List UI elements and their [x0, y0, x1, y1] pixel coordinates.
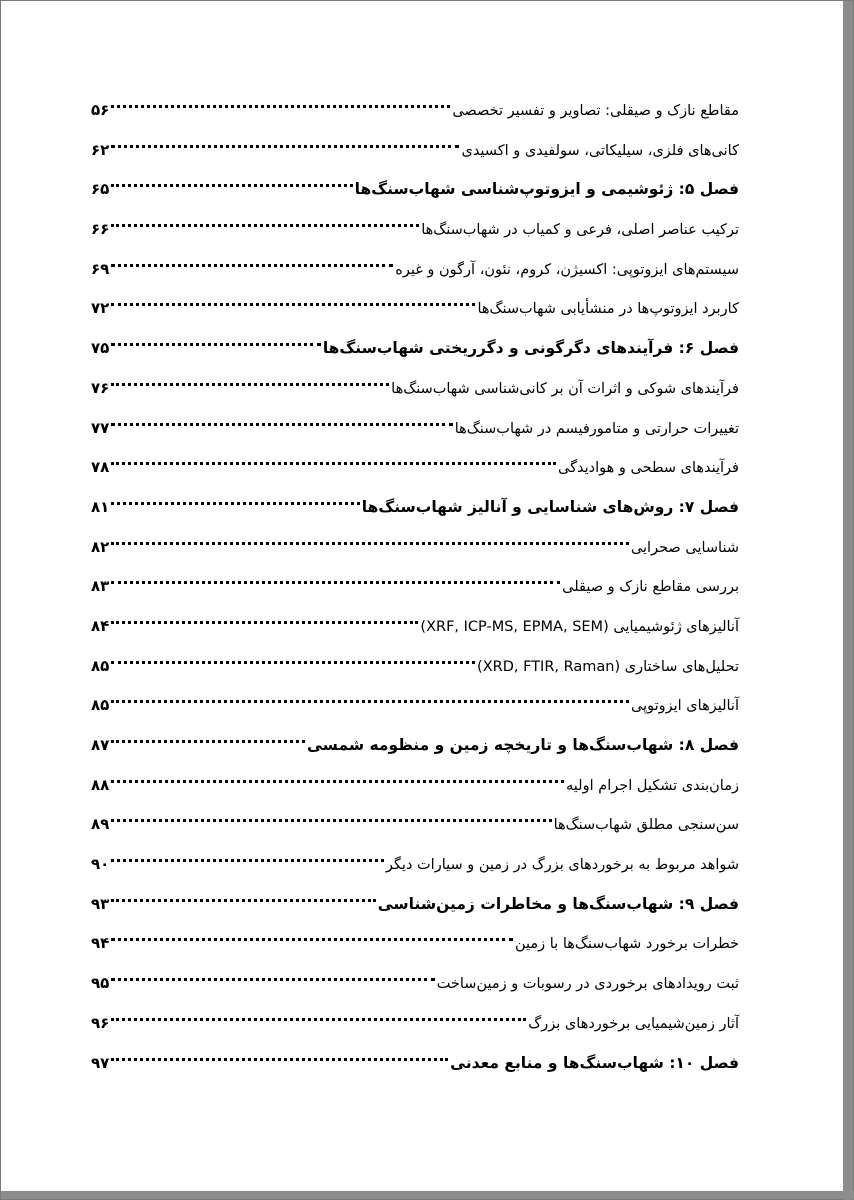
- toc-page-number: ۸۵: [91, 656, 110, 675]
- toc-entry-title: فصل ۹: شهاب‌سنگ‌ها و مخاطرات زمین‌شناسی: [377, 894, 739, 913]
- toc-section-entry[interactable]: [91, 369, 739, 409]
- toc-dot-leader: [111, 502, 359, 505]
- toc-dot-leader: [111, 819, 551, 822]
- toc-section-entry[interactable]: [91, 91, 739, 131]
- toc-dot-leader: [111, 423, 452, 426]
- toc-page-number: ۷۸: [91, 458, 110, 477]
- toc-entry-title: شواهد مربوط به برخوردهای بزرگ در زمین و سیارات دیگر: [385, 857, 739, 874]
- toc-chapter-entry[interactable]: [91, 885, 739, 925]
- toc-section-entry[interactable]: [91, 250, 739, 290]
- toc-section-entry[interactable]: [91, 964, 739, 1004]
- toc-section-entry[interactable]: [91, 686, 739, 726]
- toc-page-number: ۸۵: [91, 696, 110, 715]
- toc-page-number: ۹۳: [91, 894, 110, 913]
- toc-entry-title: خطرات برخورد شهاب‌سنگ‌ها با زمین: [514, 936, 739, 953]
- toc-chapter-entry[interactable]: [91, 329, 739, 369]
- toc-page-number: ۶۶: [91, 220, 110, 239]
- toc-entry-title: تحلیل‌های ساختاری (XRD, FTIR, Raman): [477, 658, 739, 675]
- toc-page-number: ۷۲: [91, 299, 110, 318]
- toc-page-number: ۶۹: [91, 259, 110, 278]
- toc-dot-leader: [111, 1058, 448, 1061]
- toc-dot-leader: [111, 859, 384, 862]
- toc-dot-leader: [111, 264, 393, 267]
- toc-entry-title: فصل ۸: شهاب‌سنگ‌ها و تاریخچه زمین و منظومه شمسی: [307, 736, 739, 754]
- toc-page-number: ۸۸: [91, 775, 110, 794]
- toc-chapter-entry[interactable]: [91, 726, 739, 766]
- toc-section-entry[interactable]: [91, 210, 739, 250]
- toc-section-entry[interactable]: [91, 845, 739, 885]
- toc-entry-title: ثبت رویدادهای برخوردی در رسوبات و زمین‌ساخت: [436, 976, 739, 993]
- toc-entry-title: ترکیب عناصر اصلی، فرعی و کمیاب در شهاب‌سنگ‌ها: [421, 222, 739, 239]
- toc-dot-leader: [111, 621, 418, 624]
- toc-dot-leader: [111, 740, 305, 743]
- toc-section-entry[interactable]: [91, 289, 739, 329]
- toc-page-number: ۶۵: [91, 180, 110, 199]
- toc-dot-leader: [111, 462, 556, 465]
- toc-page-number: ۵۶: [91, 101, 110, 119]
- toc-dot-leader: [111, 184, 352, 187]
- toc-dot-leader: [111, 780, 564, 783]
- toc-section-entry[interactable]: [91, 607, 739, 647]
- page-shadow-bottom: [1, 1191, 854, 1199]
- toc-entry-title: بررسی مقاطع نازک و صیقلی: [562, 579, 739, 596]
- toc-dot-leader: [111, 383, 389, 386]
- toc-dot-leader: [111, 899, 375, 902]
- toc-dot-leader: [111, 105, 450, 108]
- toc-dot-leader: [111, 343, 321, 346]
- toc-dot-leader: [111, 661, 475, 664]
- toc-chapter-entry[interactable]: [91, 488, 739, 528]
- page-shadow-right: [843, 1, 853, 1200]
- toc-dot-leader: [111, 1018, 526, 1021]
- toc-page-number: ۹۰: [91, 855, 110, 874]
- toc-dot-leader: [111, 938, 513, 941]
- toc-page-number: ۸۷: [91, 736, 110, 754]
- toc-page-number: ۸۹: [91, 815, 110, 834]
- toc-entry-title: فصل ۱۰: شهاب‌سنگ‌ها و منابع معدنی: [450, 1053, 739, 1072]
- toc-section-entry[interactable]: [91, 409, 739, 449]
- toc-entry-title: آنالیزهای ژئوشیمیایی (XRF, ICP-MS, EPMA, SEM): [420, 618, 739, 635]
- toc-entry-title: کانی‌های فلزی، سیلیکاتی، سولفیدی و اکسیدی: [461, 142, 739, 159]
- toc-dot-leader: [111, 700, 629, 703]
- toc-dot-leader: [111, 303, 475, 306]
- toc-page-number: ۹۷: [91, 1053, 110, 1072]
- table-of-contents: [91, 91, 739, 1083]
- toc-entry-title: فرآیندهای سطحی و هوادیدگی: [558, 460, 739, 477]
- toc-page-number: ۷۶: [91, 378, 110, 397]
- toc-section-entry[interactable]: [91, 766, 739, 806]
- toc-entry-title: فصل ۷: روش‌های شناسایی و آنالیز شهاب‌سنگ‌ها: [361, 497, 739, 516]
- toc-section-entry[interactable]: [91, 1004, 739, 1044]
- toc-dot-leader: [111, 224, 419, 227]
- toc-dot-leader: [111, 978, 434, 981]
- toc-page-number: ۶۲: [91, 140, 110, 159]
- toc-entry-title: آثار زمین‌شیمیایی برخوردهای بزرگ: [528, 1015, 739, 1032]
- toc-chapter-entry[interactable]: [91, 1044, 739, 1084]
- toc-page-number: ۸۴: [91, 616, 110, 635]
- toc-section-entry[interactable]: [91, 647, 739, 687]
- toc-entry-title: شناسایی صحرایی: [630, 539, 739, 556]
- toc-dot-leader: [111, 542, 629, 545]
- toc-entry-title: فصل ۶: فرآیندهای دگرگونی و دگرریختی شهاب‌سنگ‌ها: [322, 339, 739, 358]
- toc-page-number: ۹۵: [91, 974, 110, 993]
- toc-page-number: ۸۲: [91, 537, 110, 556]
- toc-entry-title: سن‌سنجی مطلق شهاب‌سنگ‌ها: [553, 817, 739, 834]
- toc-section-entry[interactable]: [91, 448, 739, 488]
- toc-page-number: ۷۵: [91, 339, 110, 358]
- toc-page-number: ۹۴: [91, 934, 110, 953]
- toc-page-number: ۹۶: [91, 1013, 110, 1032]
- toc-entry-title: زمان‌بندی تشکیل اجرام اولیه: [566, 777, 739, 794]
- toc-dot-leader: [111, 145, 459, 148]
- toc-entry-title: سیستم‌های ایزوتوپی: اکسیژن، کروم، نئون، آرگون و غیره: [395, 261, 739, 278]
- toc-section-entry[interactable]: [91, 131, 739, 171]
- toc-page-number: ۸۳: [91, 577, 110, 596]
- toc-entry-title: کاربرد ایزوتوپ‌ها در منشأیابی شهاب‌سنگ‌ها: [477, 301, 739, 318]
- toc-chapter-entry[interactable]: [91, 170, 739, 210]
- toc-page-number: ۷۷: [91, 418, 110, 437]
- toc-entry-title: فصل ۵: ژئوشیمی و ایزوتوپ‌شناسی شهاب‌سنگ‌ها: [354, 180, 739, 199]
- toc-entry-title: آنالیزهای ایزوتوپی: [630, 698, 739, 715]
- toc-entry-title: فرآیندهای شوکی و اثرات آن بر کانی‌شناسی شهاب‌سنگ‌ها: [391, 380, 739, 397]
- toc-entry-title: تغییرات حرارتی و متامورفیسم در شهاب‌سنگ‌ها: [454, 420, 739, 437]
- toc-section-entry[interactable]: [91, 805, 739, 845]
- toc-entry-title: مقاطع نازک و صیقلی: تصاویر و تفسیر تخصصی: [452, 103, 739, 119]
- toc-section-entry[interactable]: [91, 528, 739, 568]
- toc-section-entry[interactable]: [91, 567, 739, 607]
- toc-page-number: ۸۱: [91, 497, 110, 516]
- toc-section-entry[interactable]: [91, 924, 739, 964]
- toc-dot-leader: [111, 581, 560, 584]
